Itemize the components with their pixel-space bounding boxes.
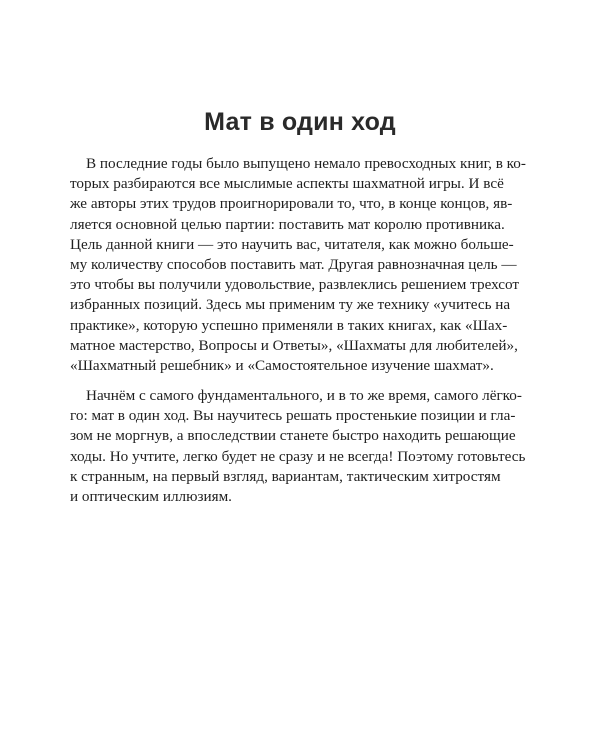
paragraph-gap xyxy=(70,376,548,386)
text-line: Начнём с самого фундаментального, и в то же время, самого лёгко- xyxy=(86,387,522,405)
text-line: му количеству способов поставить мат. Другая равнозначная цель — xyxy=(70,255,517,273)
chapter-title: Мат в один ход xyxy=(204,108,396,136)
text-line: же авторы этих трудов проигнорировали то, что, в конце концов, яв- xyxy=(70,195,513,213)
text-line: «Шахматный решебник» и «Самостоятельное изучение шахмат». xyxy=(70,356,494,374)
text-line: торых разбираются все мыслимые аспекты шахматной игры. И всё xyxy=(70,175,504,193)
text-line: матное мастерство, Вопросы и Ответы», «Шахматы для любителей», xyxy=(70,336,518,354)
paragraph-1 xyxy=(70,154,548,376)
text-line: го: мат в один ход. Вы научитесь решать простенькие позиции и гла- xyxy=(70,407,516,425)
paragraph-2 xyxy=(70,386,548,507)
text-line: избранных позиций. Здесь мы применим ту же технику «учитесь на xyxy=(70,296,511,314)
text-line: В последние годы было выпущено немало превосходных книг, в ко- xyxy=(86,155,526,172)
page-body xyxy=(70,154,548,507)
text-line: Цель данной книги — это научить вас, читателя, как можно больше- xyxy=(70,235,514,253)
text-line: это чтобы вы получили удовольствие, развлеклись решением трехсот xyxy=(70,276,520,294)
text-line: ходы. Но учтите, легко будет не сразу и не всегда! Поэтому готовьтесь xyxy=(70,447,526,465)
text-line: к странным, на первый взгляд, вариантам, тактическим хитростям xyxy=(70,467,501,485)
text-line: и оптическим иллюзиям. xyxy=(70,488,232,505)
text-line: ляется основной целью партии: поставить мат королю противника. xyxy=(70,215,505,233)
text-line: зом не моргнув, а впоследствии станете быстро находить решающие xyxy=(70,427,516,445)
text-line: практике», которую успешно применяли в таких книгах, как «Шах- xyxy=(70,316,508,334)
